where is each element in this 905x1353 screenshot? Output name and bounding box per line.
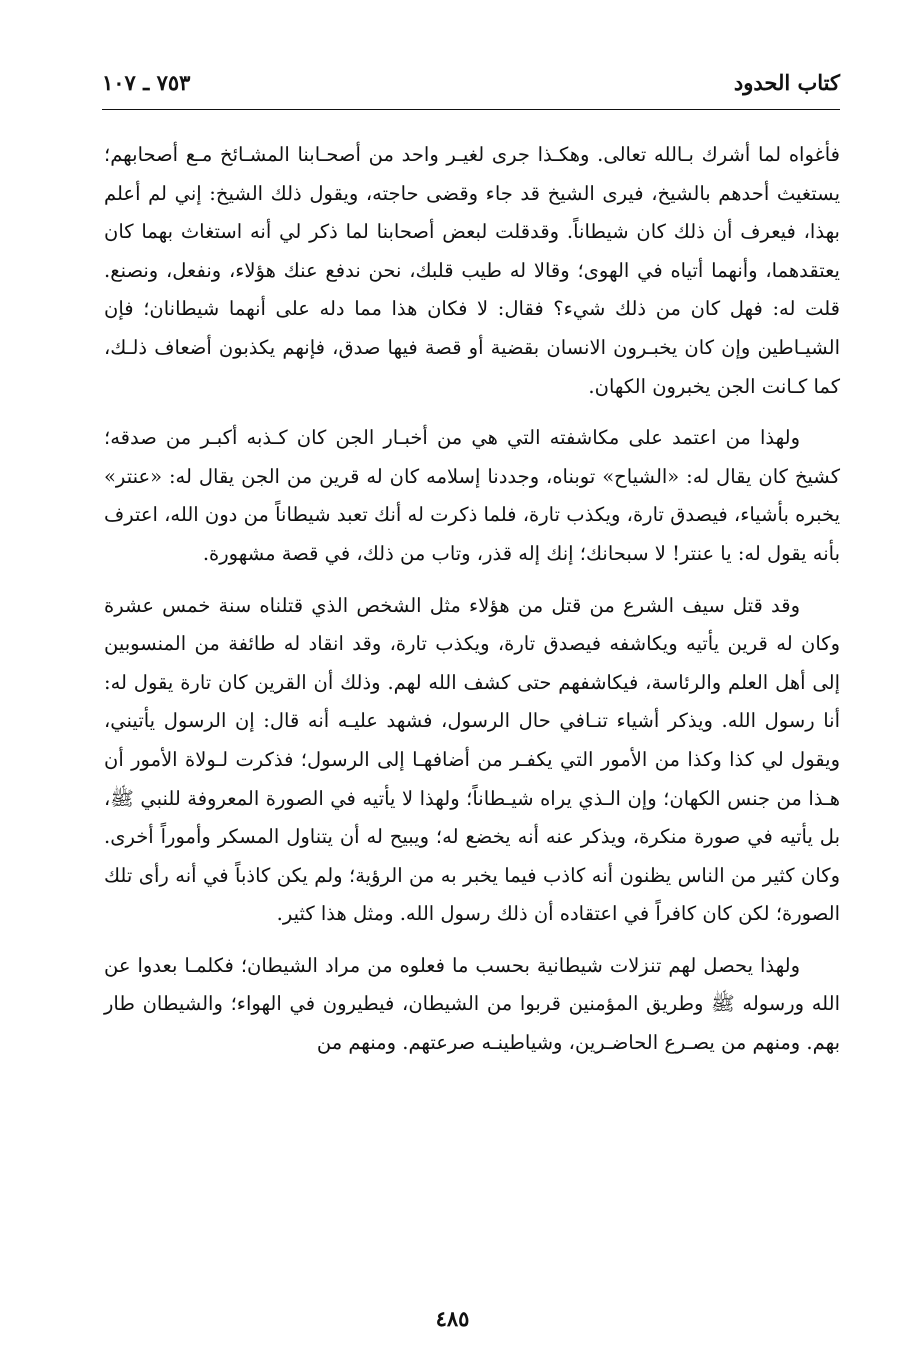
paragraph-1: فأغواه لما أشرك بـالله تعالى. وهكـذا جرى لغيـر واحد من أصحـابنا المشـائخ مـع أصحابهم؛ يستغيث أحدهم بالشيخ، فيرى الشيخ قد جاء وقضى حاجته، ويقول ذلك الشيخ: إني لم أعلم بهذا، فيعرف أن ذلك كان شيطاناً. وقدقلت لبعض أصحابنا لما ذكر لي أنه استغاث بهما كان يعتقدهما، وأنهما أتياه في الهوى؛ وقالا له طيب قلبك، نحن ندفع عنك هؤلاء، ونفعل، ونصنع. قلت له: فهل كان من ذلك شيء؟ فقال: لا فكان هذا مما دله على أنهما شيطانان؛ فإن الشيـاطين وإن كان يخبـرون الانسان بقضية أو قصة فيها صدق، فإنهم يكذبون أضعاف ذلـك، كما كـانت الجن يخبرون الكهان.: [104, 143, 840, 398]
page-number: ٤٨٥: [435, 1306, 470, 1331]
running-header: [102, 68, 840, 102]
hadith-range: ٧٥٣ ـ ١٠٧: [102, 70, 191, 95]
paragraph-4: ولهذا يحصل لهم تنزلات شيطانية بحسب ما فعلوه من مراد الشيطان؛ فكلمـا بعدوا عن الله ورسوله ﷺ وطريق المؤمنين قربوا من الشيطان، فيطيرون في الهواء؛ والشيطان طار بهم. ومنهم من يصـرع الحاضـرين، وشياطينـه صرعتهم. ومنهم من: [104, 953, 840, 1055]
header-divider: [102, 109, 840, 110]
paragraph-2: ولهذا من اعتمد على مكاشفته التي هي من أخبـار الجن كان كـذبه أكبـر من صدقه؛ كشيخ كان يقال له: «الشياح» توبناه، وجددنا إسلامه كان له قرين من الجن يقال له: «عنتر» يخبره بأشياء، فيصدق تارة، ويكذب تارة، فلما ذكرت له أنك تعبد شيطاناً من دون الله، اعترف بأنه يقول له: يا عنتر! لا سبحانك؛ إنك إله قذر، وتاب من ذلك، في قصة مشهورة.: [104, 426, 840, 565]
main-text: [104, 136, 840, 1076]
book-title: كتاب الحدود: [733, 70, 840, 95]
paragraph-3: وقد قتل سيف الشرع من قتل من هؤلاء مثل الشخص الذي قتلناه سنة خمس عشرة وكان له قرين يأتيه ويكاشفه فيصدق تارة، ويكذب تارة، وقد انقاد له طائفة من المنسوبين إلى أهل العلم والرئاسة، فيكاشفهم حتى كشف الله لهم. وذلك أن القرين كان تارة يقول له: أنا رسول الله. ويذكر أشياء تنـافي حال الرسول، فشهد عليـه أنه قال: إن الرسول يأتيني، ويقول لي كذا وكذا من الأمور التي يكفـر من أضافهـا إلى الرسول؛ فذكرت لـولاة الأمور أن هـذا من جنس الكهان؛ وإن الـذي يراه شيـطاناً؛ ولهذا لا يأتيه في الصورة المعروفة للنبي ﷺ، بل يأتيه في صورة منكرة، ويذكر عنه أنه يخضع له؛ ويبيح له أن يتناول المسكر وأموراً أخرى. وكان كثير من الناس يظنون أنه كاذب فيما يخبر به من الرؤية؛ ولم يكن كاذباً في أنه رأى تلك الصورة؛ لكن كان كافراً في اعتقاده أن ذلك رسول الله. ومثل هذا كثير.: [104, 593, 840, 926]
